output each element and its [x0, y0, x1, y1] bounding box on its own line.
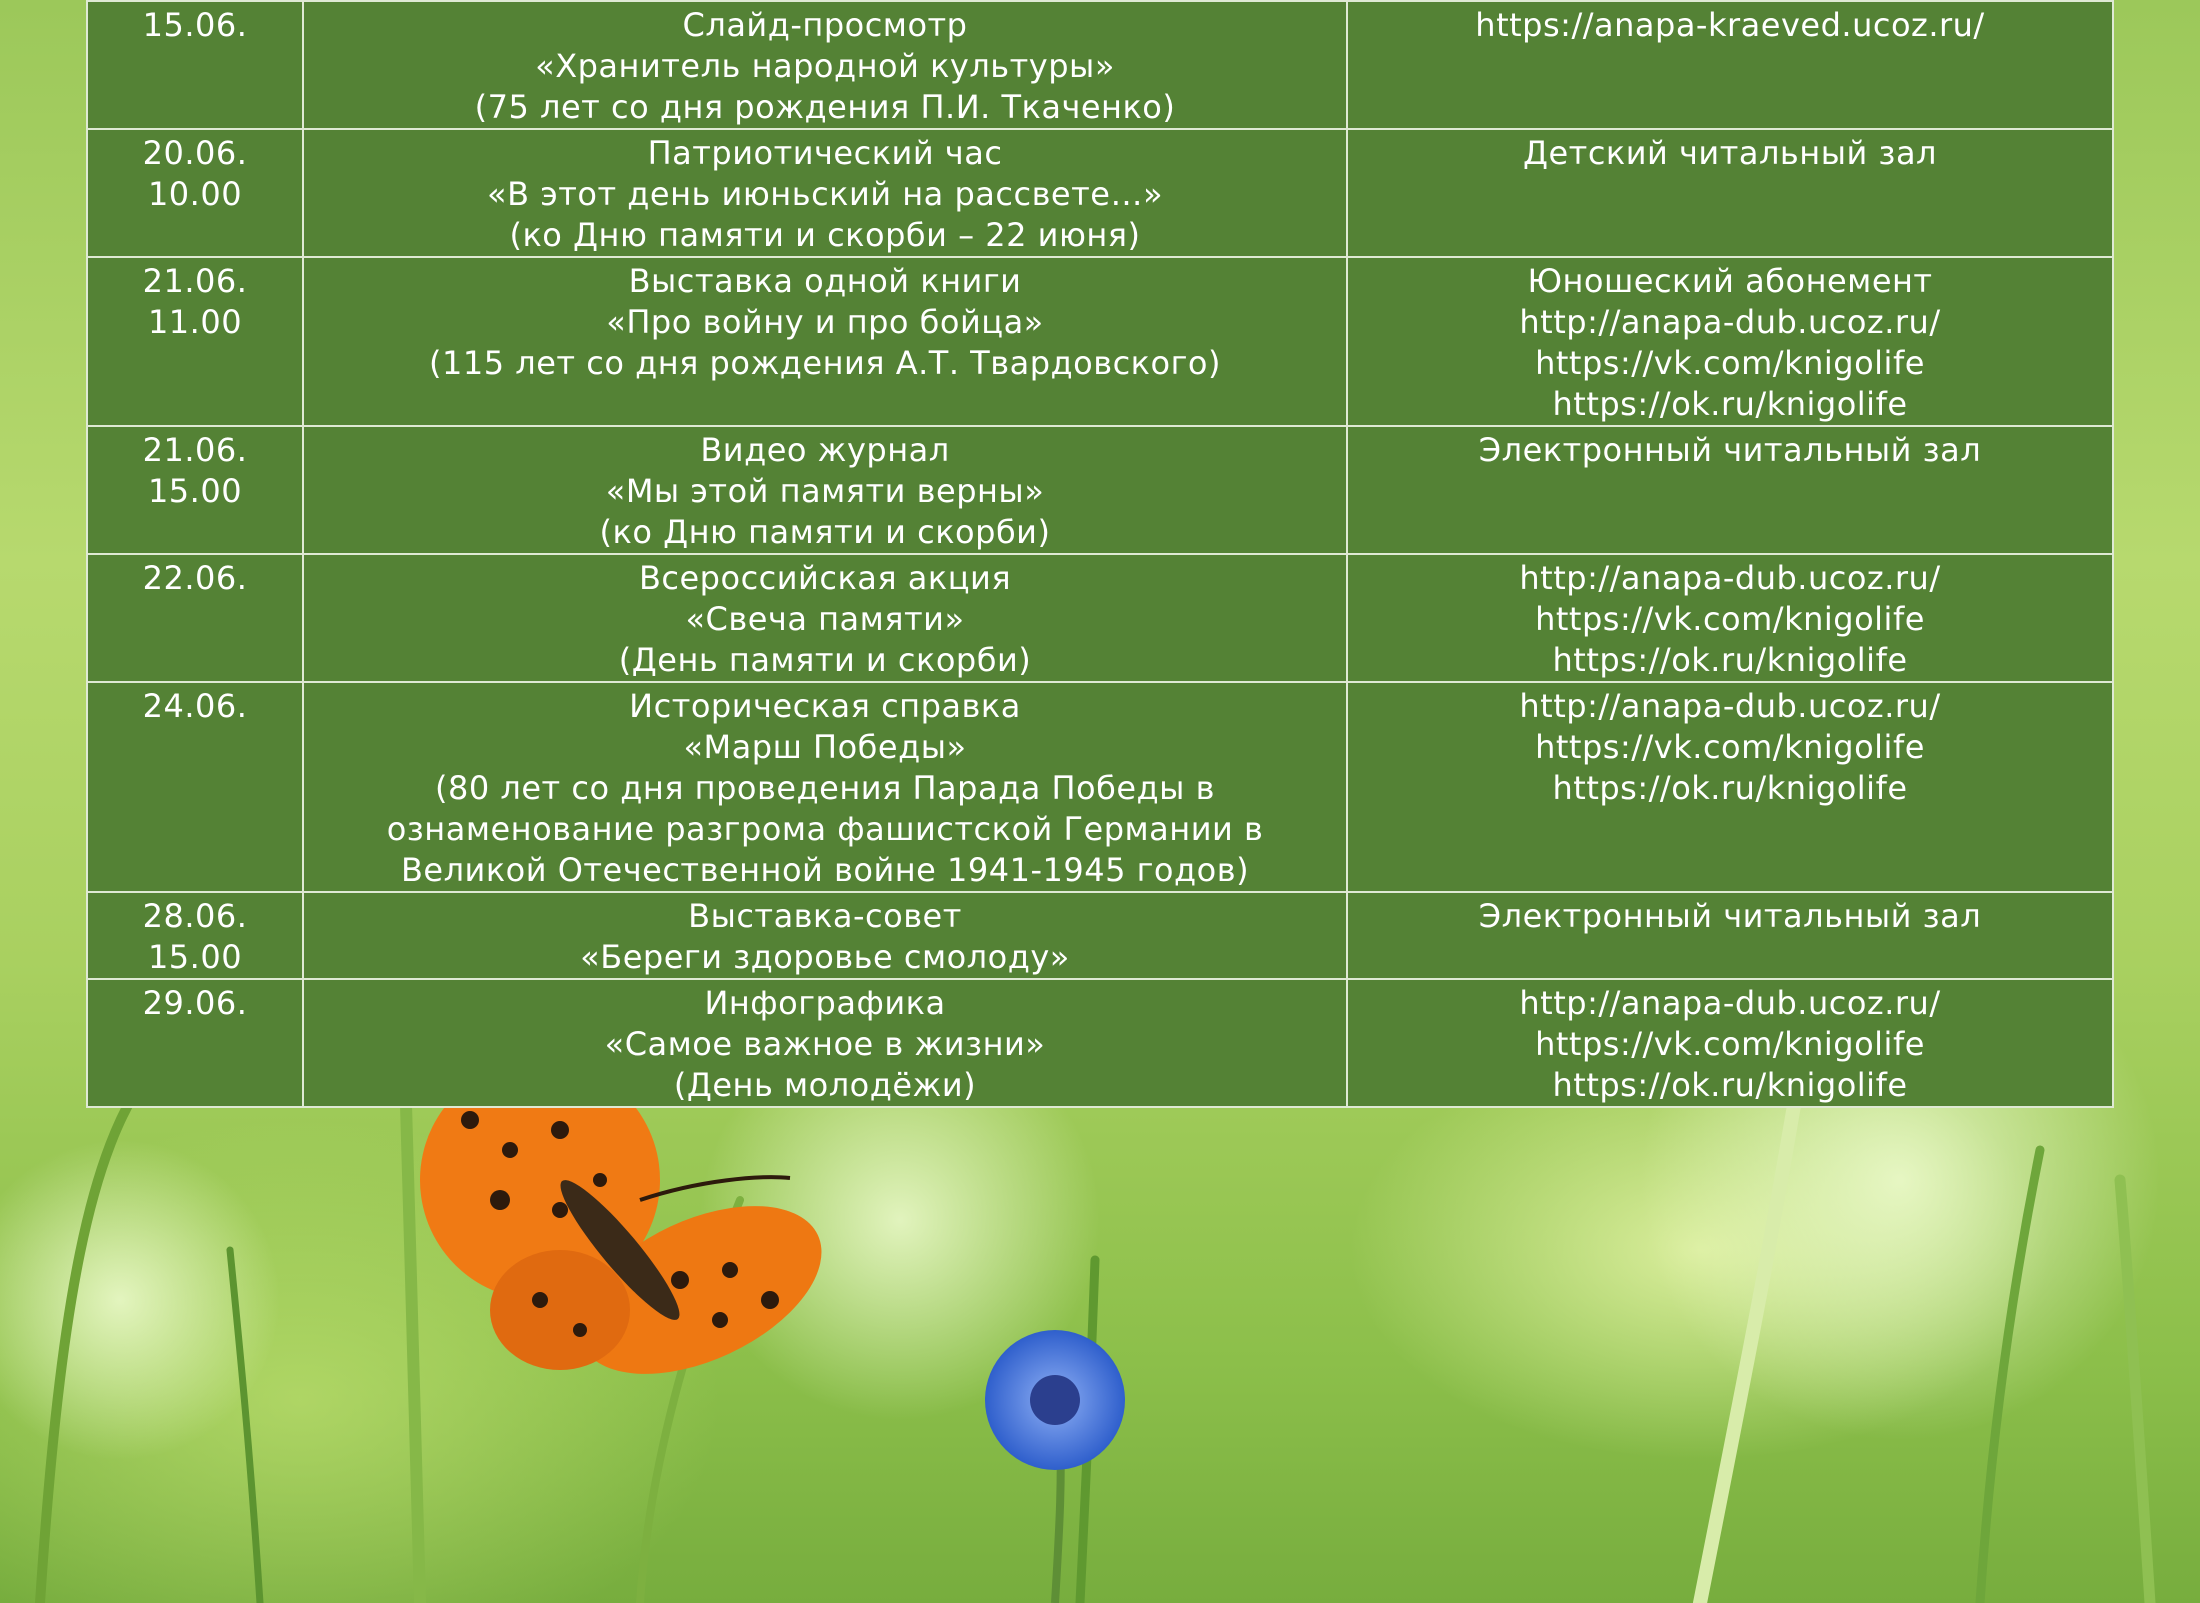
- table-row: [87, 979, 2113, 1107]
- date-text: 11.00: [147, 303, 243, 341]
- event-text: «Про войну и про бойца»: [606, 303, 1044, 341]
- table-row: [87, 892, 2113, 979]
- location-link[interactable]: https://vk.com/knigolife: [1535, 728, 1925, 766]
- event-text: Выставка одной книги: [628, 262, 1022, 300]
- date-cell: [87, 892, 303, 979]
- date-text: 20.06.: [142, 134, 248, 172]
- event-cell: [303, 554, 1347, 682]
- date-text: 24.06.: [142, 687, 248, 725]
- table-row: [87, 682, 2113, 892]
- event-text: Историческая справка: [629, 687, 1021, 725]
- location-cell: [1347, 979, 2113, 1107]
- location-link[interactable]: http://anapa-dub.ucoz.ru/: [1519, 984, 1941, 1022]
- location-link[interactable]: https://vk.com/knigolife: [1535, 600, 1925, 638]
- event-text: (День молодёжи): [673, 1066, 977, 1104]
- location-cell: [1347, 1, 2113, 129]
- date-text: 21.06.: [142, 431, 248, 469]
- event-cell: [303, 129, 1347, 257]
- date-cell: [87, 129, 303, 257]
- date-cell: [87, 979, 303, 1107]
- event-cell: [303, 979, 1347, 1107]
- event-text: Инфографика: [704, 984, 946, 1022]
- event-text: (День памяти и скорби): [618, 641, 1032, 679]
- event-text: «Хранитель народной культуры»: [535, 47, 1115, 85]
- date-cell: [87, 426, 303, 554]
- event-text: «Свеча памяти»: [685, 600, 965, 638]
- location-link[interactable]: https://vk.com/knigolife: [1535, 1025, 1925, 1063]
- event-text: (ко Дню памяти и скорби – 22 июня): [509, 216, 1141, 254]
- event-text: «Мы этой памяти верны»: [605, 472, 1045, 510]
- location-link[interactable]: https://ok.ru/knigolife: [1552, 769, 1908, 807]
- location-text: Электронный читальный зал: [1478, 897, 1982, 935]
- location-cell: [1347, 892, 2113, 979]
- location-link[interactable]: http://anapa-dub.ucoz.ru/: [1519, 559, 1941, 597]
- event-text: Выставка-совет: [688, 897, 962, 935]
- event-text: «Береги здоровье смолоду»: [580, 938, 1070, 976]
- event-text: ознаменование разгрома фашистской Германии в: [386, 810, 1264, 848]
- event-cell: [303, 426, 1347, 554]
- event-text: «Марш Победы»: [683, 728, 967, 766]
- event-text: Видео журнал: [700, 431, 950, 469]
- date-text: 28.06.: [142, 897, 248, 935]
- event-text: Великой Отечественной войне 1941-1945 годов): [400, 851, 1250, 889]
- table-row: [87, 257, 2113, 426]
- date-text: 22.06.: [142, 559, 248, 597]
- date-text: 15.00: [147, 938, 243, 976]
- event-text: «В этот день июньский на рассвете…»: [486, 175, 1164, 213]
- event-cell: [303, 892, 1347, 979]
- location-link[interactable]: https://vk.com/knigolife: [1535, 344, 1925, 382]
- date-cell: [87, 554, 303, 682]
- location-link[interactable]: https://ok.ru/knigolife: [1552, 641, 1908, 679]
- date-text: 21.06.: [142, 262, 248, 300]
- event-cell: [303, 257, 1347, 426]
- location-link[interactable]: https://ok.ru/knigolife: [1552, 1066, 1908, 1104]
- location-cell: [1347, 682, 2113, 892]
- location-link[interactable]: https://ok.ru/knigolife: [1552, 385, 1908, 423]
- date-text: 15.00: [147, 472, 243, 510]
- date-text: 15.06.: [142, 6, 248, 44]
- cornflower-picture: [985, 1330, 1125, 1603]
- table-row: [87, 129, 2113, 257]
- event-text: Патриотический час: [647, 134, 1003, 172]
- location-text: Юношеский абонемент: [1527, 262, 1933, 300]
- event-text: «Самое важное в жизни»: [604, 1025, 1046, 1063]
- event-text: (ко Дню памяти и скорби): [599, 513, 1051, 551]
- events-schedule-table: [86, 0, 2114, 1108]
- date-cell: [87, 257, 303, 426]
- event-text: Слайд-просмотр: [682, 6, 968, 44]
- event-text: (115 лет со дня рождения А.Т. Твардовского): [429, 344, 1221, 382]
- date-text: 29.06.: [142, 984, 248, 1022]
- event-cell: [303, 682, 1347, 892]
- date-cell: [87, 1, 303, 129]
- date-text: 10.00: [147, 175, 243, 213]
- event-cell: [303, 1, 1347, 129]
- location-text: Детский читальный зал: [1522, 134, 1937, 172]
- table-row: [87, 1, 2113, 129]
- event-text: Всероссийская акция: [638, 559, 1012, 597]
- location-cell: [1347, 426, 2113, 554]
- location-link[interactable]: http://anapa-dub.ucoz.ru/: [1519, 687, 1941, 725]
- location-link[interactable]: http://anapa-dub.ucoz.ru/: [1519, 303, 1941, 341]
- location-cell: [1347, 129, 2113, 257]
- event-text: (75 лет со дня рождения П.И. Ткаченко): [474, 88, 1176, 126]
- location-link[interactable]: https://anapa-kraeved.ucoz.ru/: [1475, 6, 1985, 44]
- events-schedule-body: [87, 1, 2113, 1107]
- table-row: [87, 554, 2113, 682]
- location-cell: [1347, 554, 2113, 682]
- location-cell: [1347, 257, 2113, 426]
- location-text: Электронный читальный зал: [1478, 431, 1982, 469]
- table-row: [87, 426, 2113, 554]
- date-cell: [87, 682, 303, 892]
- event-text: (80 лет со дня проведения Парада Победы в: [435, 769, 1215, 807]
